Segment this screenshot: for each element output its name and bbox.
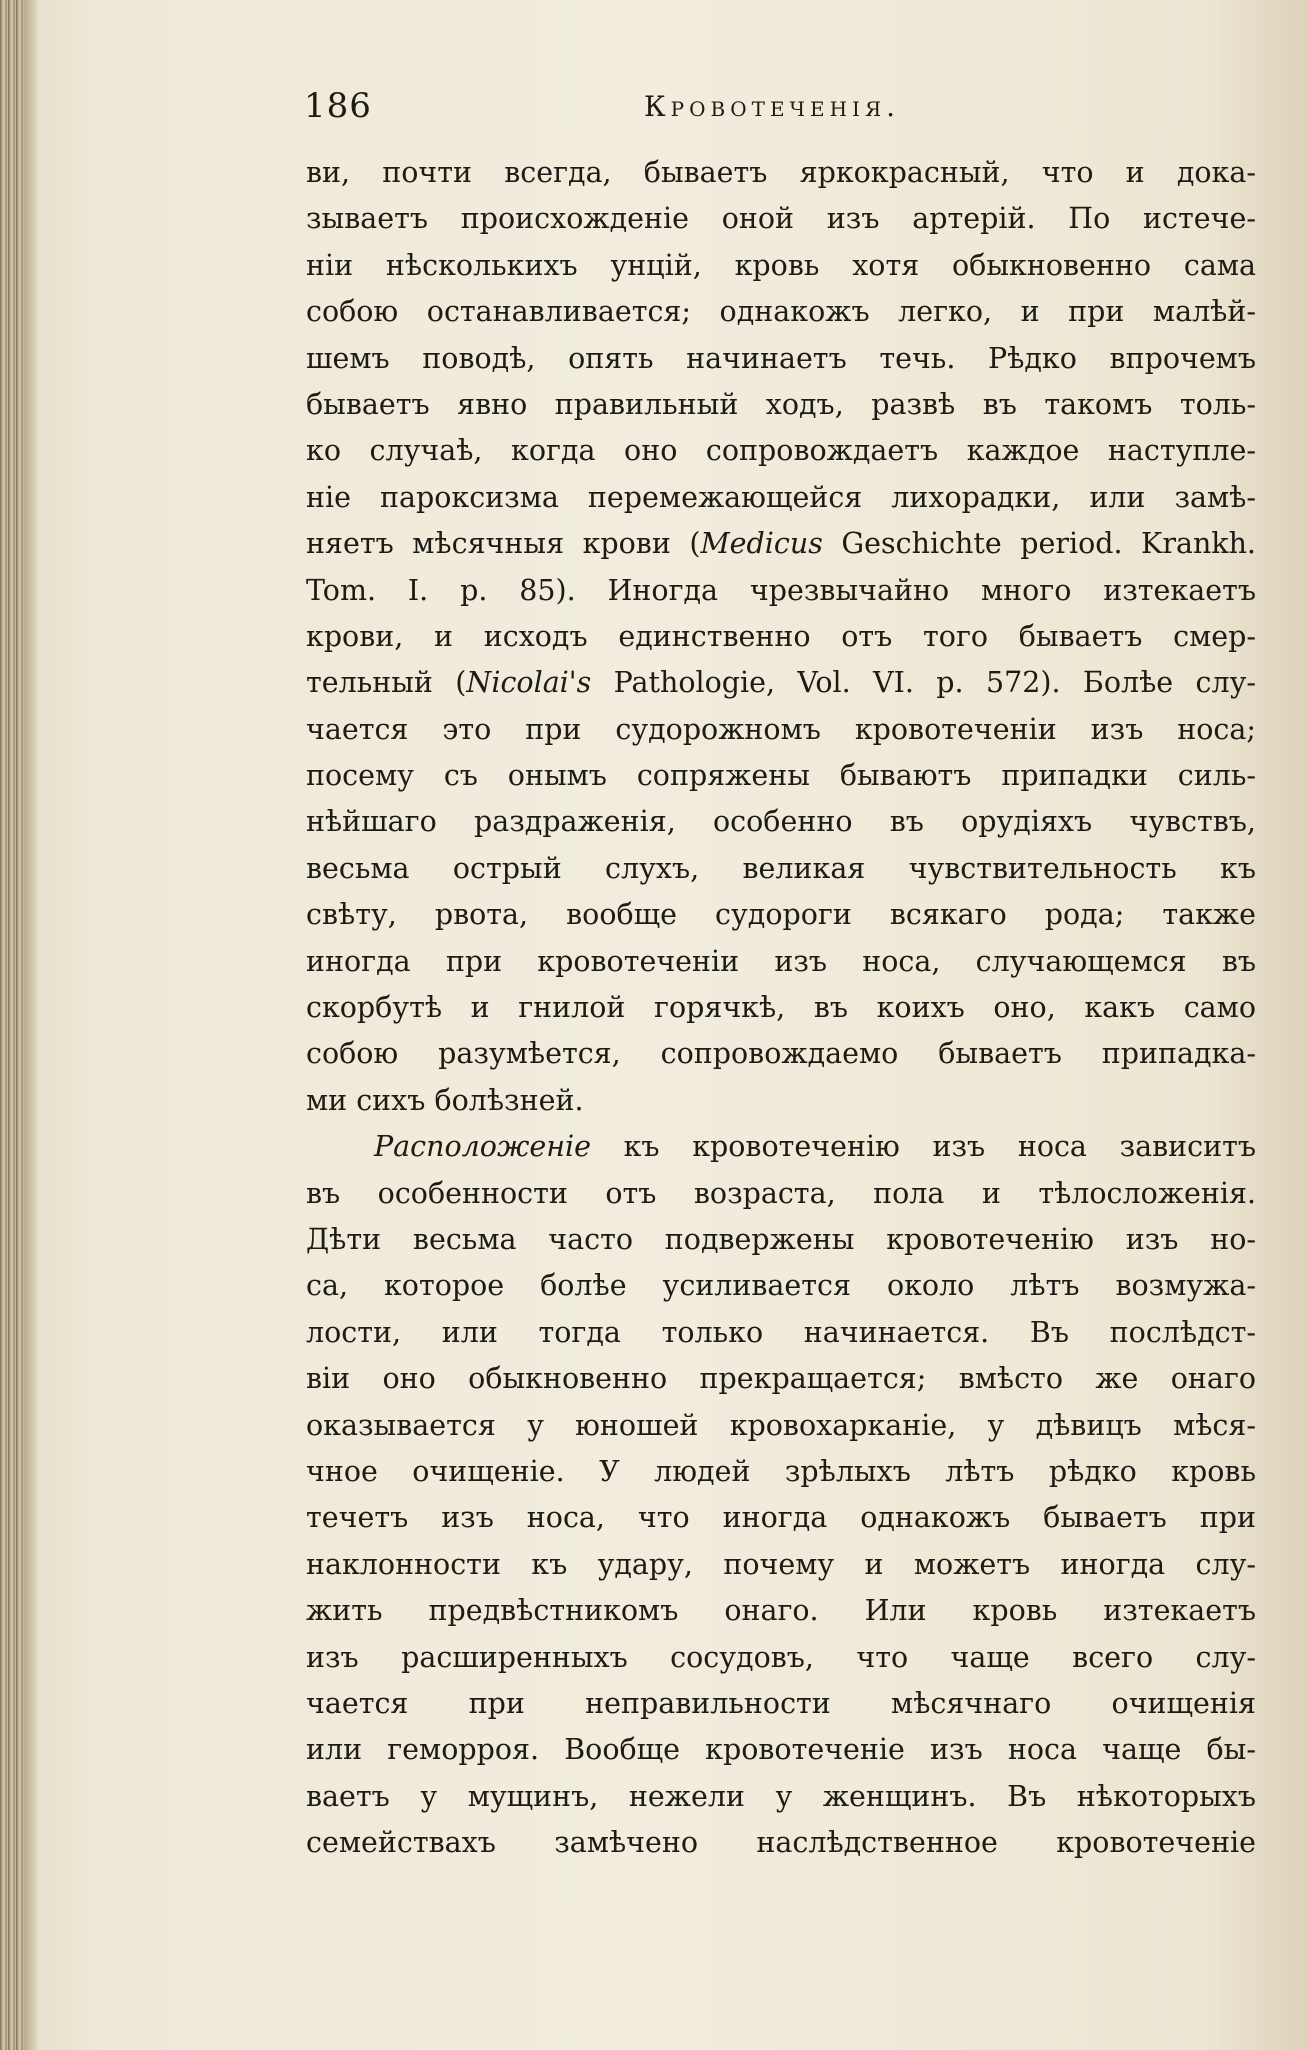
page-header <box>304 86 1264 146</box>
text-line: жить предвѣстникомъ онаго. Или кровь изтекаетъ <box>306 1594 1256 1628</box>
text-line: ми сихъ болѣзней. <box>306 1083 584 1117</box>
text-line: чается при неправильности мѣсячнаго очищенія <box>306 1686 1256 1720</box>
text-line: бываетъ явно правильный ходъ, развѣ въ такомъ толь- <box>306 387 1256 421</box>
text-line: ваетъ у мущинъ, нежели у женщинъ. Въ нѣкоторыхъ <box>306 1779 1256 1813</box>
text-line: са, которое болѣе усиливается около лѣтъ возмужа- <box>306 1269 1256 1303</box>
text-line: віи оно обыкновенно прекращается; вмѣсто же онаго <box>306 1362 1256 1396</box>
text-line: или геморроя. Вообще кровотеченіе изъ носа чаще бы- <box>306 1733 1256 1767</box>
text-line: ко случаѣ, когда оно сопровождаетъ каждое наступле- <box>306 434 1256 468</box>
text-line: нѣйшаго раздраженія, особенно въ орудіяхъ чувствъ, <box>306 805 1256 839</box>
text-line: изъ расширенныхъ сосудовъ, что чаще всего слу- <box>306 1640 1256 1674</box>
text-line: семействахъ замѣчено наслѣдственное кровотеченіе <box>306 1826 1256 1860</box>
text-line: Дѣти весьма часто подвержены кровотеченію изъ но- <box>306 1222 1256 1256</box>
text-line: наклонности къ удару, почему и можетъ иногда слу- <box>306 1547 1256 1581</box>
text-line: посему съ онымъ сопряжены бываютъ припадки силь- <box>306 759 1256 793</box>
text-line: ніе пароксизма перемежающейся лихорадки, или замѣ- <box>306 480 1256 514</box>
text-line: въ особенности отъ возраста, пола и тѣлосложенія. <box>306 1176 1256 1210</box>
text-line: иногда при кровотеченіи изъ носа, случающемся въ <box>306 944 1256 978</box>
page-number: 186 <box>304 86 372 126</box>
text-line: чается это при судорожномъ кровотеченіи изъ носа; <box>306 712 1256 746</box>
binding-shadow <box>24 0 38 2050</box>
text-line: чное очищеніе. У людей зрѣлыхъ лѣтъ рѣдко кровь <box>306 1454 1256 1488</box>
text-line: собою останавливается; однакожъ легко, и при малѣй- <box>306 295 1256 329</box>
binding-gutter <box>0 0 24 2050</box>
text-line: весьма острый слухъ, великая чувствительность къ <box>306 851 1256 885</box>
text-line: скорбутѣ и гнилой горячкѣ, въ коихъ оно, какъ само <box>306 991 1256 1025</box>
running-title: Кровотеченія. <box>644 90 901 123</box>
text-line: шемъ поводѣ, опять начинаетъ течь. Рѣдко впрочемъ <box>306 341 1256 375</box>
text-line: Расположеніе къ кровотеченію изъ носа зависитъ <box>374 1130 1256 1164</box>
text-line: тельный (Nicolai's Pathologie, Vol. VI. p. 572). Болѣе слу- <box>306 666 1256 700</box>
text-line: Tom. I. p. 85). Иногда чрезвычайно много изтекаетъ <box>306 573 1256 607</box>
text-line: крови, и исходъ единственно отъ того бываетъ смер- <box>306 619 1256 653</box>
text-line: зываетъ происхожденіе оной изъ артерій. По истече- <box>306 202 1256 236</box>
text-line: свѣту, рвота, вообще судороги всякаго рода; также <box>306 898 1256 932</box>
text-line: ніи нѣсколькихъ унцій, кровь хотя обыкновенно сама <box>306 248 1256 282</box>
text-line: оказывается у юношей кровохарканіе, у дѣвицъ мѣся- <box>306 1408 1256 1442</box>
text-line: собою разумѣется, сопровождаемо бываетъ припадка- <box>306 1037 1256 1071</box>
body-text <box>306 150 1256 1866</box>
text-line: ви, почти всегда, бываетъ яркокрасный, что и дока- <box>306 156 1256 189</box>
text-line: течетъ изъ носа, что иногда однакожъ бываетъ при <box>306 1501 1256 1535</box>
text-line: няетъ мѣсячныя крови (Medicus Geschichte period. Krankh. <box>306 527 1256 561</box>
text-line: лости, или тогда только начинается. Въ послѣдст- <box>306 1315 1256 1349</box>
